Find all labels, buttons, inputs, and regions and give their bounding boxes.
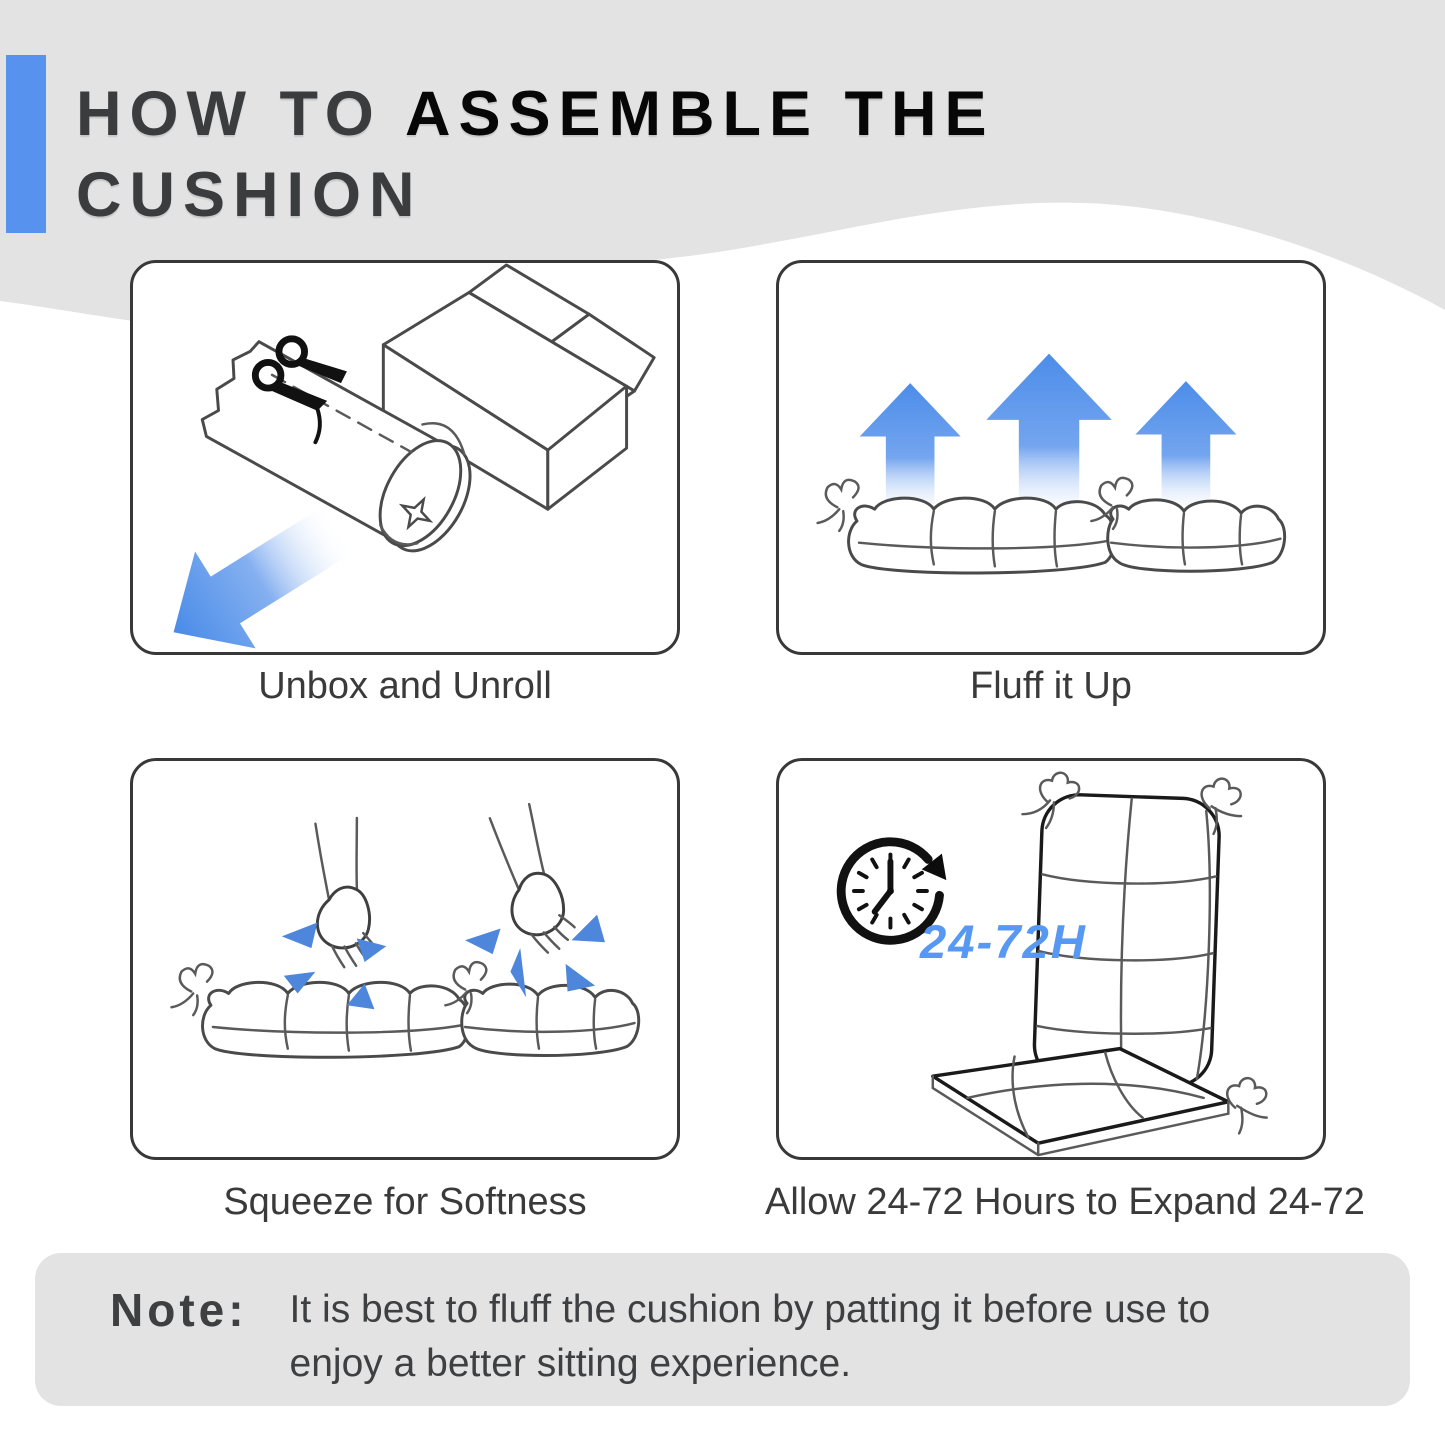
fluff-illustration <box>779 263 1323 652</box>
step-caption-unbox: Unbox and Unroll <box>258 665 552 707</box>
step-caption-squeeze: Squeeze for Softness <box>223 1181 587 1223</box>
note-line-1: It is best to fluff the cushion by patting it before use to <box>289 1288 1211 1331</box>
cushion-tie <box>1227 1078 1267 1133</box>
title-line2: CUSHION <box>76 160 423 230</box>
step-panel-unbox <box>130 260 680 655</box>
expand-illustration <box>779 761 1323 1157</box>
note-line-2: enjoy a better sitting experience. <box>289 1342 852 1385</box>
note-label: Note: <box>110 1284 248 1336</box>
title-line1-black: ASSEMBLE THE <box>404 79 995 149</box>
up-arrow-icon <box>860 354 1237 523</box>
step-panel-expand <box>776 758 1326 1160</box>
unbox-illustration <box>133 263 677 652</box>
note-box <box>35 1253 1410 1406</box>
cushion-tie <box>818 480 859 531</box>
note-text <box>290 1283 1211 1391</box>
page-title <box>76 74 995 236</box>
step-panel-squeeze <box>130 758 680 1160</box>
step-caption-fluff: Fluff it Up <box>970 665 1132 707</box>
title-accent-bar <box>6 55 46 233</box>
step-panel-fluff <box>776 260 1326 655</box>
duration-label: 24-72H <box>919 916 1087 970</box>
squeeze-illustration <box>133 761 677 1157</box>
title-line1-gray: HOW TO <box>76 79 405 149</box>
step-caption-expand: Allow 24-72 Hours to Expand 24-72 <box>765 1181 1365 1223</box>
